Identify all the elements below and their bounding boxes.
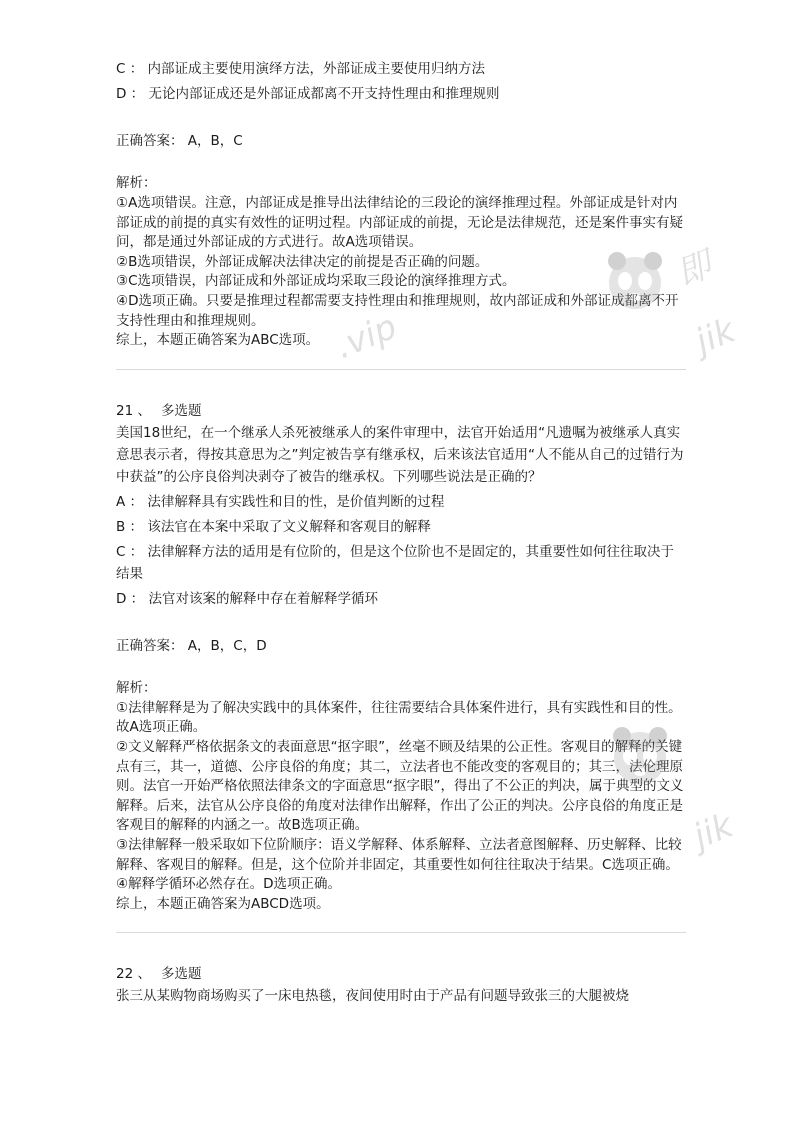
q20-analysis-4: ④D选项正确。只要是推理过程都需要支持性理由和推理规则，故内部证成和外部证成都离不开支持性理由和推理规则。 bbox=[116, 292, 679, 329]
q20-analysis-1: ①A选项错误。注意，内部证成是推导出法律结论的三段论的演绎推理过程。外部证成是针对内部证成的前提的真实有效性的证明过程。内部证成的前提，无论是法律规范，还是案件事实有疑问，都是通过外部证成的方式进行。故A选项错误。 bbox=[116, 195, 683, 251]
watermark-text: 即 bbox=[670, 244, 718, 295]
q22-stem: 张三从某购物商场购买了一床电热毯，夜间使用时由于产品有问题导致张三的大腿被烧 bbox=[116, 988, 629, 1005]
q20-analysis-3: ③C选项错误，内部证成和外部证成均采取三段论的演绎推理方式。 bbox=[116, 273, 516, 290]
q21-stem: 美国18世纪，在一个继承人杀死被继承人的案件审理中，法官开始适用“凡遗嘱为被继承人真实意思表示者，得按其意思为之”判定被告享有继承权，后来该法官适用“人不能从自己的过错行为中获益”的公序良俗判决剥夺了被告的继承权。下列哪些说法是正确的？ bbox=[116, 424, 684, 485]
q20-answer: 正确答案： A，B，C bbox=[116, 133, 243, 149]
q21-option-c: C ： 法律解释方法的适用是有位阶的，但是这个位阶也不是固定的，其重要性如何往往取决于结果 bbox=[116, 543, 675, 582]
q21-type: 多选题 bbox=[160, 402, 202, 419]
q22-header bbox=[116, 963, 686, 985]
q21-analysis-3: ③法律解释一般采取如下位阶顺序：语义学解释、体系解释、立法者意图解释、历史解释、比较解释、客观目的解释。但是，这个位阶并非固定，其重要性如何往往取决于结果。C选项正确。 bbox=[116, 836, 682, 873]
q20-analysis-label: 解析： bbox=[116, 175, 157, 191]
q21-analysis-1: ①法律解释是为了解决实践中的具体案件，往往需要结合具体案件进行，具有实践性和目的性。故A选项正确。 bbox=[116, 699, 682, 736]
q20-analysis-2: ②B选项错误，外部证成解决法律决定的前提是否正确的问题。 bbox=[116, 253, 489, 270]
watermark-text: jik bbox=[688, 805, 739, 858]
q20-option-c: C ： 内部证成主要使用演绎方法，外部证成主要使用归纳方法 bbox=[116, 61, 486, 77]
q22-type: 多选题 bbox=[160, 966, 202, 983]
q20-summary: 综上，本题正确答案为ABC选项。 bbox=[116, 332, 320, 349]
q21-answer: 正确答案： A，B，C，D bbox=[116, 637, 267, 654]
question-divider bbox=[116, 932, 686, 933]
q21-option-b: B ： 该法官在本案中采取了文义解释和客观目的解释 bbox=[116, 518, 431, 535]
q21-analysis-4: ④解释学循环必然存在。D选项正确。 bbox=[116, 876, 341, 893]
q21-option-a: A ： 法律解释具有实践性和目的性，是价值判断的过程 bbox=[116, 493, 445, 510]
question-divider bbox=[116, 369, 686, 370]
q21-summary: 综上，本题正确答案为ABCD选项。 bbox=[116, 895, 330, 912]
q21-analysis-label: 解析： bbox=[116, 679, 157, 696]
watermark-text: .vip bbox=[330, 306, 403, 368]
q21-option-d: D ： 法官对该案的解释中存在着解释学循环 bbox=[116, 590, 378, 607]
q20-option-d: D ： 无论内部证成还是外部证成都离不开支持性理由和推理规则 bbox=[116, 86, 500, 102]
document-body bbox=[116, 58, 686, 1007]
q22-number: 22 、 bbox=[116, 966, 151, 983]
q21-header bbox=[116, 400, 686, 422]
watermark-text: jik bbox=[690, 310, 741, 363]
q21-analysis-2: ②文义解释严格依据条文的表面意思“抠字眼”，丝毫不顾及结果的公正性。客观目的解释的关键点有三，其一，道德、公序良俗的角度；其二，立法者也不能改变的客观目的；其三，法伦理原则。法官一开始严格依照法律条文的字面意思“抠字眼”，得出了不公正的判决，属于典型的文义解释。后来，法官从公序良俗的角度对法律作出解释，作出了公正的判决。公序良俗的角度正是客观目的解释的内涵之一。故B选项正确。 bbox=[116, 738, 684, 834]
q21-number: 21 、 bbox=[116, 402, 151, 419]
